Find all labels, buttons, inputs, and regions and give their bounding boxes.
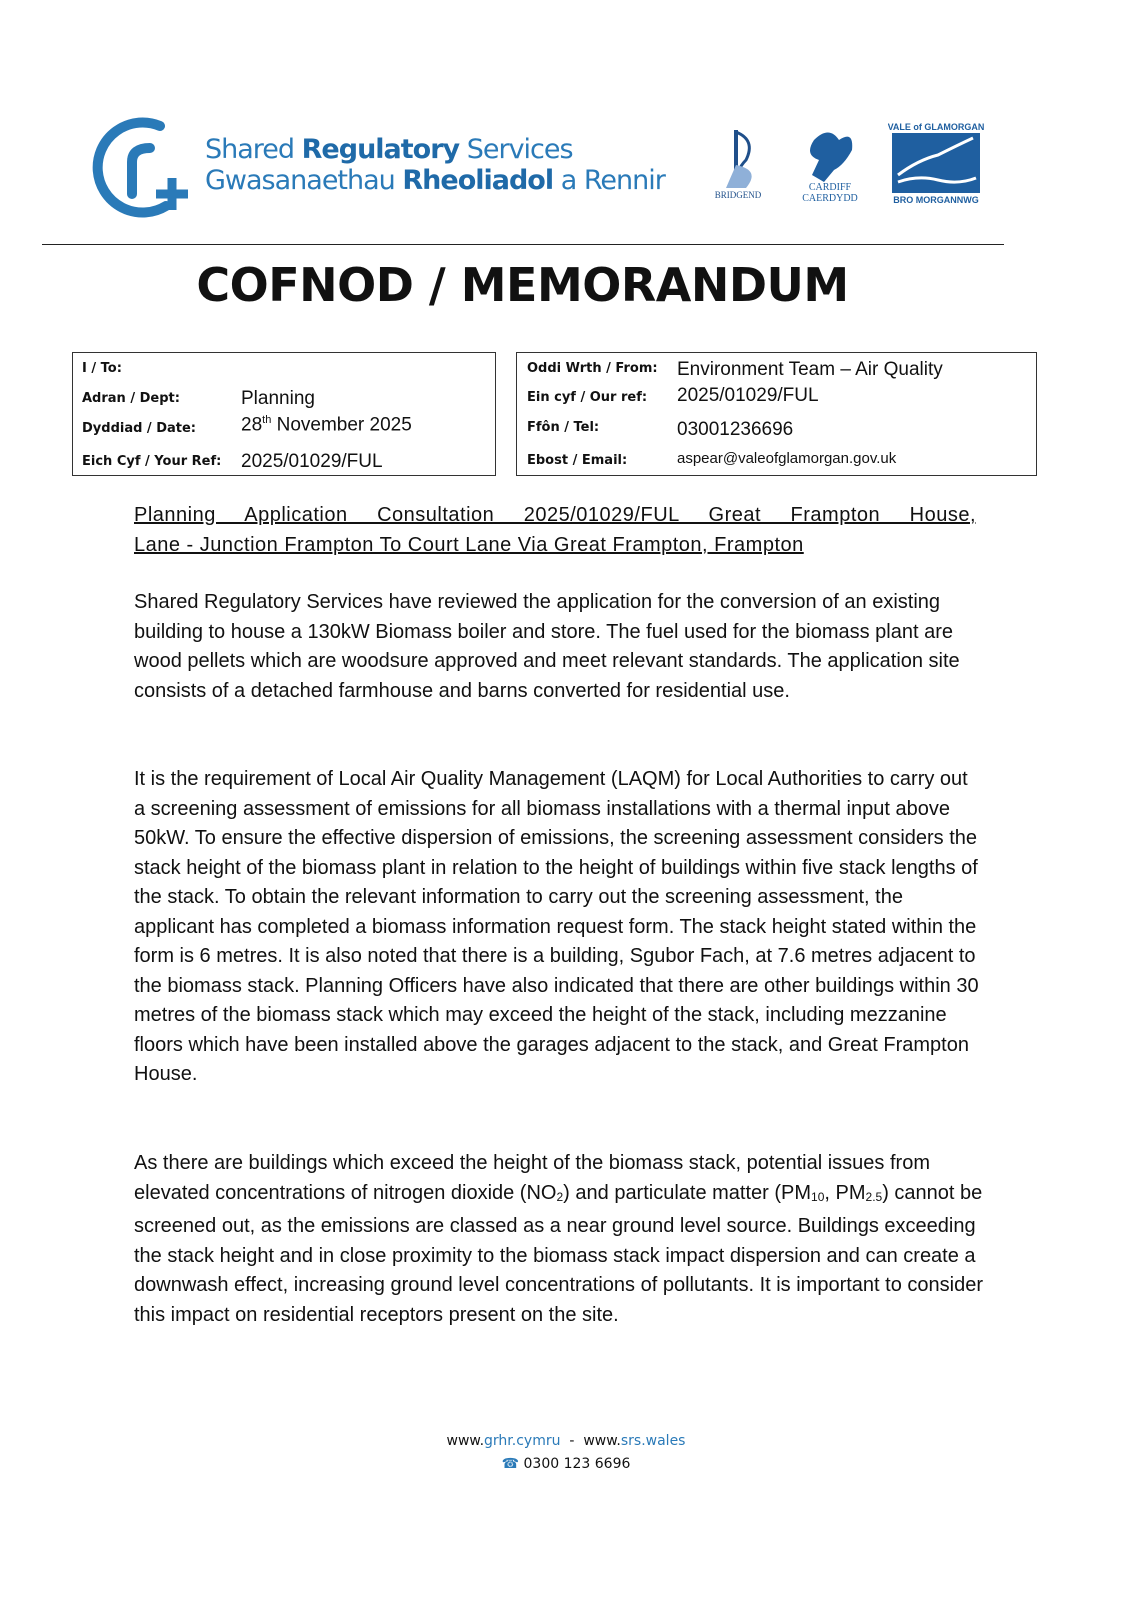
header-divider	[42, 244, 1004, 245]
tel-value: 03001236696	[677, 419, 794, 440]
your-ref-label: Eich Cyf / Your Ref:	[82, 454, 222, 469]
paragraph-3: As there are buildings which exceed the height of the biomass stack, potential issues from elevated concentrations of nitrogen dioxide $(NO_2)$ and particulate matter ($PM_{10}$, $PM_{2.5}$) cannot be screened out, as the emissions are classed as a near ground level source. Buildings exceeding the stack height and in close proximity to the biomass stack impact dispersion and can create a downwash effect, increasing ground level concentrations of pollutants. It is important to consider this impact on residential receptors present on the site.	[134, 1152, 983, 1326]
svg-text:BRIDGEND: BRIDGEND	[714, 190, 762, 200]
bridgend-logo	[706, 120, 770, 206]
vale-of-glamorgan-logo	[888, 120, 984, 206]
email-value: aspear@valeofglamorgan.gov.uk	[677, 450, 897, 467]
our-ref-label: Ein cyf / Our ref:	[527, 390, 648, 405]
paragraph-1: Shared Regulatory Services have reviewed the application for the conversion of an existing building to house a 130kW Biomass boiler and store. The fuel used for the biomass plant are wood pellets which are woodsure approved and meet relevant standards. The application site consists of a detached farmhouse and barns converted for residential use.	[134, 591, 960, 702]
dept-label: Adran / Dept:	[82, 391, 180, 406]
telephone-icon: ☎	[501, 1456, 520, 1472]
svg-text:CAERDYDD: CAERDYDD	[802, 193, 858, 204]
footer-websites: www.grhr.cymru - www.srs.wales	[446, 1433, 686, 1449]
footer-phone: ☎ 0300 123 6696	[501, 1456, 631, 1472]
svg-text:BRO MORGANNWG: BRO MORGANNWG	[893, 195, 979, 205]
from-label: Oddi Wrth / From:	[527, 361, 658, 376]
tel-label: Ffôn / Tel:	[527, 420, 600, 435]
from-value: Environment Team – Air Quality	[677, 359, 943, 380]
srs-link[interactable]: srs.wales	[620, 1433, 686, 1449]
from-box	[516, 352, 1037, 476]
page-title: COFNOD / MEMORANDUM	[196, 258, 849, 312]
date-value: 28th November 2025	[241, 414, 412, 436]
our-ref-value: 2025/01029/FUL	[677, 385, 819, 406]
grhr-link[interactable]: grhr.cymru	[484, 1433, 561, 1449]
email-label: Ebost / Email:	[527, 453, 628, 468]
subject-heading: Planning Application Consultation 2025/01029/FUL Great Frampton House, Lane - Junction Frampton To Court Lane Via Great Frampton, Frampton	[134, 504, 976, 556]
your-ref-value: 2025/01029/FUL	[241, 451, 383, 472]
dept-value: Planning	[241, 388, 315, 409]
date-label: Dyddiad / Date:	[82, 421, 197, 436]
to-label: I / To:	[82, 361, 122, 376]
to-box	[72, 352, 496, 476]
svg-text:VALE of GLAMORGAN: VALE of GLAMORGAN	[888, 122, 984, 132]
org-name: Shared Regulatory Services Gwasanaethau Rheoliadol a Rennir	[205, 134, 665, 196]
svg-text:CARDIFF: CARDIFF	[808, 182, 852, 193]
cardiff-logo	[794, 120, 866, 206]
paragraph-2: It is the requirement of Local Air Quality Management (LAQM) for Local Authorities to carry out a screening assessment of emissions for all biomass installations with a thermal input above 50kW. To ensure the effective dispersion of emissions, the screening assessment considers the stack height of the biomass plant in relation to the height of buildings within five stack lengths of the stack. To obtain the relevant information to carry out the screening assessment, the applicant has completed a biomass information request form. The stack height stated within the form is 6 metres. It is also noted that there is a building, Sgubor Fach, at 7.6 metres adjacent to the biomass stack. Planning Officers have also indicated that there are other buildings within 30 metres of the biomass stack which may exceed the height of the stack, including mezzanine floors which have been installed above the garages adjacent to the stack, and Great Frampton House.	[134, 768, 979, 1085]
srs-logo-icon	[88, 114, 194, 218]
